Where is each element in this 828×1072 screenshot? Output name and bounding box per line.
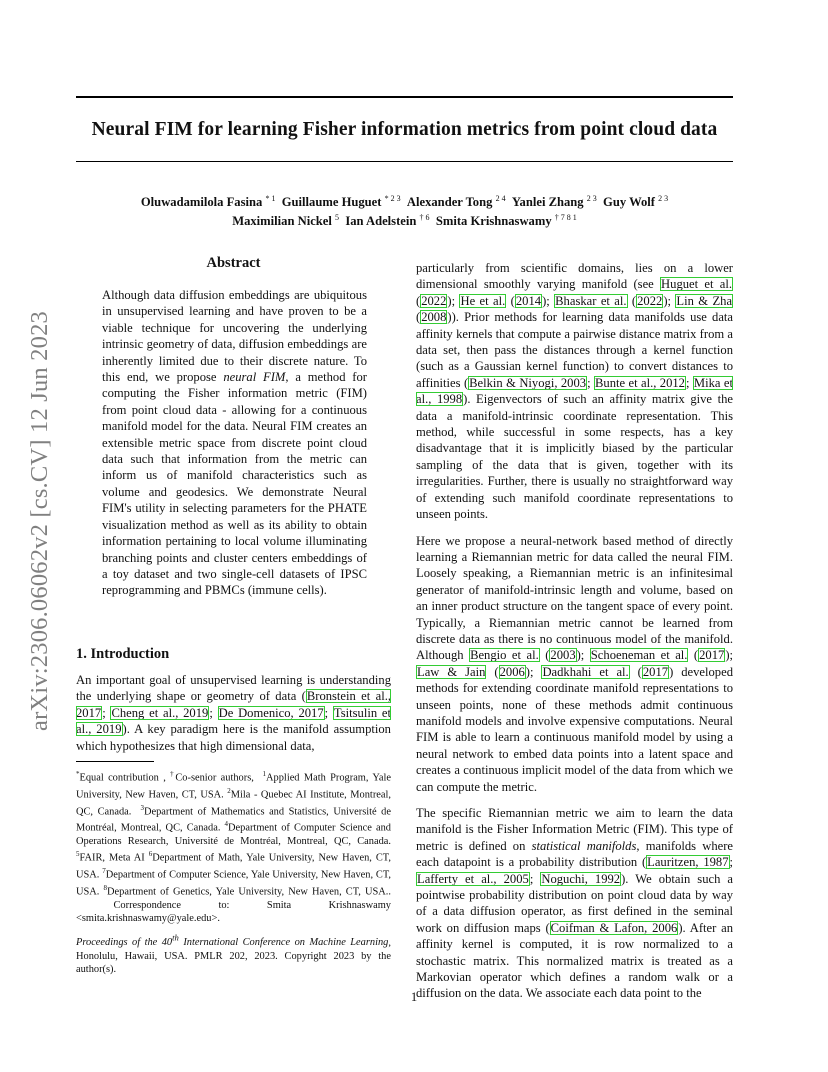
citation-link[interactable]: 2022	[421, 293, 447, 308]
abstract-text: Although data diffusion embeddings are ubiquitous in unsupervised learning and have proven to be a viable technique for uncovering the underlying intrinsic geometry of data, diffusion embeddings are inherently limited due to their discrete nature. To this end, we propose neural FIM, a method for computing the Fisher information metric (FIM) from point cloud data - allowing for a continuous manifold model for the data. Neural FIM creates an extensible metric space from discrete point cloud data such that information from the metric can inform us of manifold characteristics such as volume and geodesics. We demonstrate Neural FIM's utility in selecting parameters for the PHATE visualization method as well as its ability to obtain information pertaining to local volume illuminating branching points and cluster centers embeddings of a toy dataset and two single-cell datasets of IPSC reprogramming and PBMCs (immune cells).	[102, 288, 367, 598]
footnote-rule	[76, 761, 154, 762]
citation-link[interactable]: Dadkhahi et al.	[542, 664, 629, 679]
citation-link[interactable]: Belkin & Niyogi, 2003	[469, 375, 587, 390]
citation-link[interactable]: Bhaskar et al.	[555, 293, 627, 308]
citation-link[interactable]: Tsitsulin et al., 2019	[76, 705, 391, 737]
citation-link[interactable]: Cheng et al., 2019	[111, 705, 209, 720]
citation-link[interactable]: Huguet et al.	[661, 277, 732, 292]
citation-link[interactable]: 2006	[499, 664, 525, 679]
affiliations-footnote: *Equal contribution , †Co-senior authors, $^1$Applied Math Program, Yale University, New Haven, CT, USA. $^2$Mila - Quebec AI Institute, Montreal, QC, Canada. $^3$Department of Mathematics and Statistics, Université de Montréal, Montreal, QC, Canada. $^4$Department of Computer Science and Operations Research, Université de Montréal, Montreal, QC, Canada. $^5$FAIR, Meta AI $^6$Department of Math, Yale University, New Haven, CT, USA. $^7$Department of Computer Science, Yale University, New Haven, CT, USA. $^8$Department of Genetics, Yale University, New Haven, CT, USA.. Correspondence to: Smita Krishnaswamy <smita.krishnaswamy@yale.edu>.	[76, 770, 391, 924]
citation-link[interactable]: Noguchi, 1992	[541, 871, 621, 886]
abstract-heading: Abstract	[206, 255, 261, 271]
proceedings-note: Proceedings of the 40th International Conference on Machine Learning, Honolulu, Hawaii, USA. PMLR 202, 2023. Copyright 2023 by the author(s).	[76, 933, 391, 976]
citation-link[interactable]: 2003	[550, 648, 576, 663]
top-rule	[76, 96, 733, 98]
paper-title: Neural FIM for learning Fisher information metrics from point cloud data	[91, 119, 718, 140]
right-column	[416, 260, 733, 1002]
citation-link[interactable]: He et al.	[460, 293, 506, 308]
citation-link[interactable]: De Domenico, 2017	[218, 705, 324, 720]
page-number: 1	[410, 990, 418, 1004]
citation-link[interactable]: Bunte et al., 2012	[595, 375, 685, 390]
right-paragraph-3: The specific Riemannian metric we aim to learn the data manifold is the Fisher Information Metric (FIM). This type of metric is defined on statistical manifolds, manifolds where each datapoint is a probability distribution (Lauritzen, 1987; Lafferty et al., 2005; Noguchi, 1992). We obtain such a pointwise probability distribution on point cloud data by way of a data diffusion operator, as first defined in the seminal work on diffusion maps (Coifman & Lafon, 2006). After an affinity kernel is computed, it is row normalized to a stochastic matrix. This normalized matrix is treated as a Markovian operator which defines a random walk or a diffusion on the data. We associate each data point to the	[416, 806, 734, 1001]
citation-link[interactable]: Lauritzen, 1987	[647, 855, 729, 870]
citation-link[interactable]: 2017	[699, 648, 725, 663]
arxiv-identifier-text: arXiv:2306.06062v2 [cs.CV] 12 Jun 2023	[26, 311, 53, 731]
title-bottom-rule	[76, 161, 733, 162]
citation-link[interactable]: Law & Jain	[417, 664, 486, 679]
citation-link[interactable]: Bengio et al.	[470, 648, 539, 663]
citation-link[interactable]: Lafferty et al., 2005	[417, 871, 529, 886]
introduction-text-block	[76, 672, 391, 754]
citation-link[interactable]: Mika et al., 1998	[416, 375, 733, 407]
introduction-paragraph: An important goal of unsupervised learning is understanding the underlying shape or geometry of data (Bronstein et al., 2017; Cheng et al., 2019; De Domenico, 2017; Tsitsulin et al., 2019). A key paradigm here is the manifold assumption which hypothesizes that high dimensional data,	[76, 673, 392, 753]
authors-line-1: Oluwadamilola Fasina $^{* 1}$ Guillaume Huguet $^{* 2 3}$ Alexander Tong $^{2 4}$ Yanlei Zhang $^{2 3}$ Guy Wolf $^{2 3}$	[140, 194, 669, 210]
citation-link[interactable]: Lin & Zha	[676, 293, 733, 308]
right-paragraph-2: Here we propose a neural-network based method of directly learning a Riemannian metric for data called the neural FIM. Loosely speaking, a Riemannian metric is an infinitesimal generator of manifold-intrinsic length and volume, based on an inner product structure on the tangent space of every point. Typically, a Riemannian metric cannot be learned from discrete data as there is no continuous model of the manifold. Although Bengio et al. (2003); Schoeneman et al. (2017); Law & Jain (2006); Dadkhahi et al. (2017) developed methods for extending coordinate manifold representations to unseen points, none of these methods admit continuous manifold models and involve expensive computations. Neural FIM is able to learn a continuous manifold model by using a neural network to embed data points into a latent space and creates a continuous implicit model of the data from which we can compute the metric.	[416, 533, 734, 794]
citation-link[interactable]: 2014	[515, 293, 542, 308]
authors-line-2: Maximilian Nickel $^5$ Ian Adelstein $^{\dagger 6}$ Smita Krishnaswamy $^{\dagger 7 8 1}$	[232, 213, 577, 229]
citation-link[interactable]: 2008	[421, 310, 447, 325]
citation-link[interactable]: 2022	[637, 293, 663, 308]
arxiv-identifier[interactable]	[20, 286, 60, 756]
citation-link[interactable]: 2017	[642, 664, 669, 679]
citation-link[interactable]: Bronstein et al., 2017	[76, 689, 392, 720]
right-paragraph-1: particularly from scientific domains, lies on a lower dimensional smoothly varying manifold (see Huguet et al. (2022); He et al. (2014); Bhaskar et al. (2022); Lin & Zha (2008)). Prior methods for learning data manifolds use data affinity kernels that compute a pairwise distance matrix from a data set, then pass the distances through a kernel function (such as a Gaussian kernel function) to convert distances to affinities (Belkin & Niyogi, 2003; Bunte et al., 2012; Mika et al., 1998). Eigenvectors of such an affinity matrix give the data a manifold-intrinsic coordinate representation. This method, while successful in some respects, has a key disadvantage that it is implicitly biased by the particular sampling of the data that is given, together with its irregularities. Further, there is usually no straightforward way of extending such manifold coordinate representations to unseen points.	[416, 261, 733, 522]
introduction-heading: 1. Introduction	[76, 646, 170, 662]
citation-link[interactable]: Coifman & Lafon, 2006	[550, 920, 678, 935]
citation-link[interactable]: Schoeneman et al.	[590, 648, 688, 663]
